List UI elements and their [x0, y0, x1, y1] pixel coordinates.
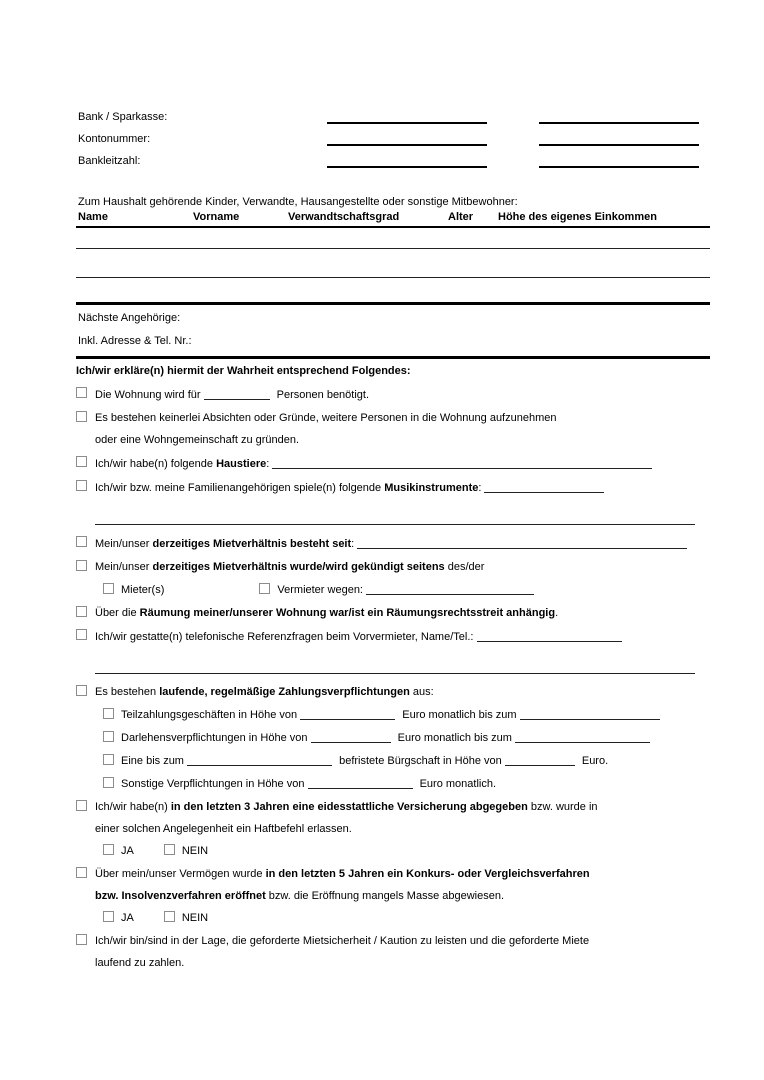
referenzfragen-checkbox-slot: [76, 629, 95, 644]
keine-weiteren-personen-text: [95, 411, 710, 425]
text-segment: Euro.: [578, 755, 609, 767]
wohnung-personen-row: [76, 387, 710, 402]
text-segment: Ich/wir habe(n) folgende: [95, 458, 217, 470]
text-segment: Teilzahlungsgeschäften in Höhe von: [121, 709, 301, 721]
indent-spacer: [76, 661, 95, 676]
inline-spacer: [164, 592, 259, 593]
household-col-name: Name: [78, 211, 108, 223]
declaration-heading: Ich/wir erkläre(n) hiermit der Wahrheit entsprechend Folgendes:: [76, 365, 411, 377]
insolvenz-ja-nein-row: [76, 911, 710, 925]
insolvenzverfahren-row: [76, 867, 710, 881]
insolvenzverfahren-text: [95, 867, 710, 881]
text-segment: .: [555, 607, 559, 619]
gekuendigt-durch-row: [76, 582, 710, 597]
text-segment: oder eine Wohngemeinschaft zu gründen.: [95, 434, 300, 446]
text-segment: Es bestehen: [95, 686, 160, 698]
text-segment: Räumung meiner/unserer Wohnung war/ist ein Räumungsrechtsstreit anhängig: [139, 607, 556, 619]
mietverhaeltnis-gekuendigt-checkbox[interactable]: [76, 560, 87, 571]
haustiere-checkbox-slot: [76, 456, 95, 471]
mietverhaeltnis-besteht-seit-checkbox[interactable]: [76, 536, 87, 547]
text-segment: des/der: [444, 561, 485, 573]
text-segment: Es bestehen keinerlei Absichten oder Gründe, weitere Personen in die Wohnung aufzunehmen: [95, 412, 557, 424]
darlehensverpflichtungen-text: [103, 730, 710, 745]
buergschaft-row: [76, 753, 710, 768]
raeumungsrechtsstreit-row: [76, 606, 710, 620]
household-col-verwandtschaftsgrad: Verwandtschaftsgrad: [288, 211, 400, 223]
buergschaft-checkbox[interactable]: [103, 754, 114, 765]
darlehensverpflichtungen-checkbox[interactable]: [103, 731, 114, 742]
musikinstrumente-forts-blank[interactable]: [95, 512, 695, 525]
teilzahlungsgeschaefte-text: [103, 707, 710, 722]
kontonummer-field-2[interactable]: [539, 130, 699, 146]
text-segment: Vermieter wegen:: [277, 584, 367, 596]
zahlungsverpflichtungen-checkbox-slot: [76, 685, 95, 699]
text-segment: Mein/unser: [95, 538, 153, 550]
text-segment: JA: [121, 845, 134, 857]
insolvenzverfahren-checkbox[interactable]: [76, 867, 87, 878]
text-segment: Eine bis zum: [121, 755, 188, 767]
kontonummer-field-1[interactable]: [327, 130, 487, 146]
musikinstrumente-checkbox[interactable]: [76, 480, 87, 491]
text-segment: :: [266, 458, 273, 470]
household-col-vorname: Vorname: [193, 211, 240, 223]
text-segment: Ich/wir habe(n): [95, 801, 171, 813]
text-segment: :: [351, 538, 358, 550]
text-segment: Musikinstrumente: [384, 482, 479, 494]
insolvenz-ja-nein-text: [103, 911, 710, 925]
buergschaft-blank[interactable]: [187, 753, 332, 766]
buergschaft-blank[interactable]: [505, 753, 575, 766]
eidesstattliche-versicherung-checkbox[interactable]: [76, 800, 87, 811]
darlehensverpflichtungen-row: [76, 730, 710, 745]
wohnung-personen-checkbox[interactable]: [76, 387, 87, 398]
insolvenz-ja-checkbox[interactable]: [103, 911, 114, 922]
bankleitzahl-field-1[interactable]: [327, 152, 487, 168]
household-intro: Zum Haushalt gehörende Kinder, Verwandte, Hausangestellte oder sonstige Mitbewohner:: [78, 196, 518, 208]
musikinstrumente-text: [95, 480, 710, 495]
musikinstrumente-row: [76, 480, 710, 495]
eidesstattlich-ja-nein-row: [76, 844, 710, 858]
text-segment: Euro monatlich bis zum: [399, 709, 520, 721]
inline-spacer: [134, 920, 164, 921]
text-segment: Euro monatlich.: [416, 778, 497, 790]
indent-spacer: [76, 512, 95, 527]
household-col-alter: Alter: [448, 211, 474, 223]
text-segment: bzw. Insolvenzverfahren eröffnet: [95, 890, 266, 902]
teilzahlungsgeschaefte-checkbox[interactable]: [103, 708, 114, 719]
sonstige-verpflichtungen-row: [76, 776, 710, 791]
insolvenzverfahren-forts-text: [95, 889, 710, 903]
text-segment: derzeitiges Mietverhältnis wurde/wird gekündigt seitens: [152, 561, 445, 573]
text-segment: Personen benötigt.: [273, 389, 370, 401]
referenzfragen-forts-row: [76, 661, 710, 676]
musikinstrumente-forts-row: [76, 512, 710, 527]
mietverhaeltnis-gekuendigt-text: [95, 560, 710, 574]
kaution-miete-checkbox-slot: [76, 934, 95, 948]
section-divider-rule: [76, 356, 710, 359]
insolvenzverfahren-checkbox-slot: [76, 867, 95, 881]
keine-weiteren-personen-forts-row: [76, 433, 710, 447]
declaration-items: [76, 387, 710, 970]
referenzfragen-forts-text: [95, 661, 710, 676]
eidesstattliche-versicherung-checkbox-slot: [76, 800, 95, 814]
teilzahlungsgeschaefte-blank[interactable]: [300, 707, 395, 720]
text-segment: NEIN: [181, 912, 209, 924]
referenzfragen-blank[interactable]: [477, 629, 622, 642]
kontonummer-row: [76, 124, 710, 146]
text-segment: JA: [121, 912, 134, 924]
eidesstattliche-versicherung-text: [95, 800, 710, 814]
bankleitzahl-label: Bankleitzahl:: [78, 155, 141, 167]
eidesstattliche-versicherung-forts-row: [76, 822, 710, 836]
text-segment: Ich/wir bzw. meine Familienangehörigen spiele(n) folgende: [95, 482, 385, 494]
haustiere-blank[interactable]: [272, 456, 652, 469]
referenzfragen-row: [76, 629, 710, 644]
text-segment: Euro monatlich bis zum: [394, 732, 515, 744]
text-segment: bzw. wurde in: [527, 801, 598, 813]
keine-weiteren-personen-forts-text: [95, 433, 710, 447]
mietverhaeltnis-gekuendigt-checkbox-slot: [76, 560, 95, 574]
musikinstrumente-checkbox-slot: [76, 480, 95, 495]
raeumungsrechtsstreit-checkbox[interactable]: [76, 606, 87, 617]
household-table-bottom-rule: [76, 278, 710, 305]
bank-sparkasse-field-1[interactable]: [327, 108, 487, 124]
form-content: [76, 102, 710, 970]
indent-spacer: [76, 956, 95, 970]
text-segment: laufend zu zahlen.: [95, 957, 185, 969]
eidesstattliche-versicherung-row: [76, 800, 710, 814]
insolvenzverfahren-forts-row: [76, 889, 710, 903]
eidesstattlich-nein-checkbox[interactable]: [164, 844, 175, 855]
mietverhaeltnis-besteht-seit-checkbox-slot: [76, 536, 95, 551]
referenzfragen-forts-blank[interactable]: [95, 661, 695, 674]
teilzahlungsgeschaefte-blank[interactable]: [520, 707, 660, 720]
text-segment: einer solchen Angelegenheit ein Haftbefehl erlassen.: [95, 823, 352, 835]
wohnung-personen-blank[interactable]: [204, 387, 270, 400]
haustiere-checkbox[interactable]: [76, 456, 87, 467]
kaution-miete-text: [95, 934, 710, 948]
vermieter-checkbox[interactable]: [259, 583, 270, 594]
sonstige-verpflichtungen-checkbox[interactable]: [103, 777, 114, 788]
text-segment: Mieter(s): [121, 584, 165, 596]
keine-weiteren-personen-checkbox-slot: [76, 411, 95, 425]
vermieter-wegen-blank[interactable]: [366, 582, 534, 595]
indent-spacer: [76, 889, 95, 903]
darlehensverpflichtungen-blank[interactable]: [515, 730, 650, 743]
household-col-höhe-des-eigenes-einkommen: Höhe des eigenes Einkommen: [498, 211, 657, 223]
sonstige-verpflichtungen-blank[interactable]: [308, 776, 413, 789]
text-segment: Die Wohnung wird für: [95, 389, 204, 401]
text-segment: Mein/unser: [95, 561, 153, 573]
kontonummer-label: Kontonummer:: [78, 133, 151, 145]
raeumungsrechtsstreit-checkbox-slot: [76, 606, 95, 620]
gekuendigt-durch-text: [103, 582, 710, 597]
eidesstattlich-ja-checkbox[interactable]: [103, 844, 114, 855]
bankleitzahl-field-2[interactable]: [539, 152, 699, 168]
text-segment: Über mein/unser Vermögen wurde: [95, 868, 266, 880]
text-segment: Ich/wir gestatte(n) telefonische Referenzfragen beim Vorvermieter, Name/Tel.:: [95, 631, 477, 643]
mietverhaeltnis-besteht-seit-blank[interactable]: [357, 536, 687, 549]
zahlungsverpflichtungen-checkbox[interactable]: [76, 685, 87, 696]
haustiere-text: [95, 456, 710, 471]
text-segment: befristete Bürgschaft in Höhe von: [336, 755, 505, 767]
raeumungsrechtsstreit-text: [95, 606, 710, 620]
bank-sparkasse-field-2[interactable]: [539, 108, 699, 124]
musikinstrumente-forts-text: [95, 512, 710, 527]
mietverhaeltnis-besteht-seit-row: [76, 536, 710, 551]
keine-weiteren-personen-row: [76, 411, 710, 425]
keine-weiteren-personen-checkbox[interactable]: [76, 411, 87, 422]
kaution-miete-forts-text: [95, 956, 710, 970]
text-segment: Darlehensverpflichtungen in Höhe von: [121, 732, 311, 744]
household-table-header: [76, 210, 710, 228]
wohnung-personen-checkbox-slot: [76, 387, 95, 402]
bank-details-section: [76, 102, 710, 168]
teilzahlungsgeschaefte-row: [76, 707, 710, 722]
text-segment: Ich/wir bin/sind in der Lage, die geforderte Mietsicherheit / Kaution zu leisten und die geforderte Miete: [95, 935, 590, 947]
insolvenz-nein-checkbox[interactable]: [164, 911, 175, 922]
inline-spacer: [134, 853, 164, 854]
sonstige-verpflichtungen-text: [103, 776, 710, 791]
darlehensverpflichtungen-blank[interactable]: [311, 730, 391, 743]
kaution-miete-forts-row: [76, 956, 710, 970]
text-segment: Sonstige Verpflichtungen in Höhe von: [121, 778, 308, 790]
text-segment: Haustiere: [216, 458, 267, 470]
text-segment: aus:: [409, 686, 434, 698]
bank-sparkasse-label: Bank / Sparkasse:: [78, 111, 168, 123]
mietverhaeltnis-gekuendigt-row: [76, 560, 710, 574]
buergschaft-text: [103, 753, 710, 768]
text-segment: NEIN: [181, 845, 209, 857]
zahlungsverpflichtungen-text: [95, 685, 710, 699]
text-segment: Über die: [95, 607, 140, 619]
next-of-kin-label: Nächste Angehörige:: [78, 312, 181, 324]
musikinstrumente-blank[interactable]: [484, 480, 604, 493]
household-table-row-2[interactable]: [76, 249, 710, 278]
referenzfragen-checkbox[interactable]: [76, 629, 87, 640]
wohnung-personen-text: [95, 387, 710, 402]
eidesstattliche-versicherung-forts-text: [95, 822, 710, 836]
text-segment: derzeitiges Mietverhältnis besteht seit: [152, 538, 352, 550]
mietverhaeltnis-besteht-seit-text: [95, 536, 710, 551]
eidesstattlich-ja-nein-text: [103, 844, 710, 858]
referenzfragen-text: [95, 629, 710, 644]
zahlungsverpflichtungen-row: [76, 685, 710, 699]
text-segment: in den letzten 5 Jahren ein Konkurs- oder Vergleichsverfahren: [265, 868, 590, 880]
indent-spacer: [76, 822, 95, 836]
household-table-row-1[interactable]: [76, 228, 710, 249]
next-of-kin-address-label: Inkl. Adresse & Tel. Nr.:: [78, 335, 192, 347]
text-segment: in den letzten 3 Jahren eine eidesstattliche Versicherung abgegeben: [170, 801, 528, 813]
text-segment: bzw. die Eröffnung mangels Masse abgewiesen.: [265, 890, 505, 902]
text-segment: :: [478, 482, 485, 494]
bank-sparkasse-row: [76, 102, 710, 124]
kaution-miete-row: [76, 934, 710, 948]
haustiere-row: [76, 456, 710, 471]
text-segment: laufende, regelmäßige Zahlungsverpflichtungen: [159, 686, 410, 698]
mieter-checkbox[interactable]: [103, 583, 114, 594]
bankleitzahl-row: [76, 146, 710, 168]
indent-spacer: [76, 433, 95, 447]
kaution-miete-checkbox[interactable]: [76, 934, 87, 945]
